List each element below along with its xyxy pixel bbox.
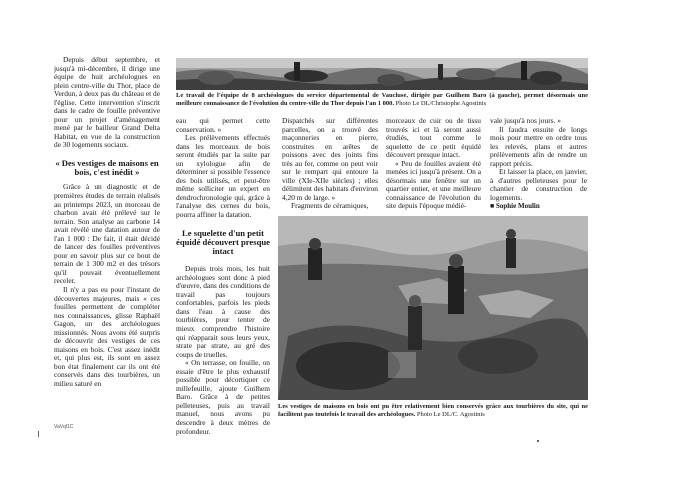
subheading: « Des vestiges de maisons en bois, c'est inédit » [55, 158, 159, 178]
paragraph: Les prélèvements effectués dans les morceaux de bois seront étudiés par la suite par un xylologue afin de déterminer si possible l'essence des bois utilisés, et peut-être même solliciter un expert en dendrochronologie qui, grâce à l'analyse des cernes du bois, pourra affiner la datation. [176, 133, 270, 220]
footer-code: VaVql1C [54, 424, 74, 430]
photo-credit: Photo Le DL/C. Agostinis [415, 410, 485, 418]
main-photo-image [278, 216, 588, 400]
paragraph: Depuis trois mois, les huit archéologues sont donc à pied d'œuvre, dans des conditions de travail pas toujours confortables, parfois les pieds dans l'eau à cause des tourbières, pour tenter de mieux comprendre l'histoire qui réapparait sous leurs yeux, strate par strate, au gré des coups de truelles. [176, 264, 270, 359]
paragraph: vale jusqu'à nos jours. » [490, 116, 561, 125]
paragraph: Dispatchés sur différentes parcelles, on a trouvé des maçonneries en pierre, construites en arêtes de poissons avec des joints fins très au fer, comme on peut voir sur le rempart qui entoure la ville (XIe-XIIe siècles) ; elles délimitent des habitats d'environ 4,20 m de large. » [282, 116, 378, 202]
top-photo-image [176, 58, 588, 90]
paragraph: Grâce à un diagnostic et de premières études de terrain réalisés au printemps 2023, un morceau de charbon avait été prélevé sur le terrain. Son analyse au carbone 14 avait révélé une datation autour de l'an 1 000 : De fait, il était décidé de lancer des fouilles préventives pour en savoir plus sur ce bout de terrain de 1 300 m2 et des trésors qu'il pouvait éventuellement receler. [54, 182, 160, 286]
paragraph: Depuis début septembre, et jusqu'à mi-décembre, il dirige une équipe de huit archéologues en plein centre-ville du Thor, place de Verdun, à deux pas du château et de l'église. Cette intervention s'inscrit dans le cadre de fouille préventive pour un projet d'aménagement mené par le bailleur Grand Delta Habitat, en vue de la construction de 30 logements sociaux. [54, 55, 160, 150]
top-photo-caption [176, 92, 588, 116]
article-column-4 [386, 117, 481, 217]
article-column-1 [54, 56, 160, 424]
subheading: Le squelette d'un petit équidé découvert presque intact [176, 227, 270, 256]
article-column-3 [282, 117, 378, 217]
article-column-5 [490, 117, 587, 217]
paragraph: Il n'y a pas eu pour l'instant de découvertes majeures, mais « ces fouilles permettent de compléter nos connaissances, glisse Raphaël Gagon, un des archéologues missionnés. Nous avons été surpris de découvrir des vestiges de ces maisons en bois. C'est assez inédit et, qui plus est, ils sont en assez bon état finalement car ils ont été conservés dans des tourbières, un milieu saturé en [54, 284, 160, 388]
top-photo [176, 58, 588, 90]
main-photo-caption [278, 403, 588, 421]
paragraph: morceaux de cuir ou de tissu trouvés ici et là seront aussi étudiés, tout comme le squelette de ce petit équidé découvert presque intact. [386, 116, 481, 160]
paragraph: Il faudra ensuite de longs mois pour mettre en ordre tous les relevés, plans et autres prélèvements afin de rendre un rapport précis. [490, 124, 587, 168]
caption-text: Les vestiges de maisons en bois ont pu être relativement bien conservés grâce aux tourbières du site, qui ne facilitent pas toutefois le travail des archéologues. [278, 403, 588, 418]
article-column-2 [176, 116, 270, 436]
scan-mark [537, 440, 539, 442]
photo-credit: Photo Le DL/Christophe Agostinis [394, 99, 487, 107]
scan-mark [38, 431, 39, 437]
paragraph: « On terrasse, on fouille, on essaie d'être le plus exhaustif possible pour décortiquer ce millefeuille, ajoute Guilhem Baro. Grâce à de petites pelleteuses, puis au travail manuel, nous avons pu descendre à deux mètres de profondeur. [176, 358, 270, 436]
paragraph: Et laisser la place, en janvier, à d'autres pelleteuses pour le chantier de construction de logements. [490, 167, 587, 202]
paragraph: eau qui permet cette conservation. » [176, 116, 270, 134]
main-photo [278, 216, 588, 400]
author-signature: ■ Sophie Moulin [490, 202, 540, 211]
paragraph: « Peu de fouilles avaient été menées ici jusqu'à présent. On a désormais une fenêtre sur un quartier entier, et une meilleure connaissance de l'évolution du site depuis l'époque médié- [386, 158, 481, 211]
caption-text: Le travail de l'équipe de 8 archéologues du service départemental de Vaucluse, dirigée par Guilhem Baro (à gauche), permet désormais une meilleure connaissance de l'évolution du centre-ville du Thor depuis l'an 1 000. [176, 92, 588, 107]
paragraph: Fragments de céramiques, [291, 201, 369, 211]
